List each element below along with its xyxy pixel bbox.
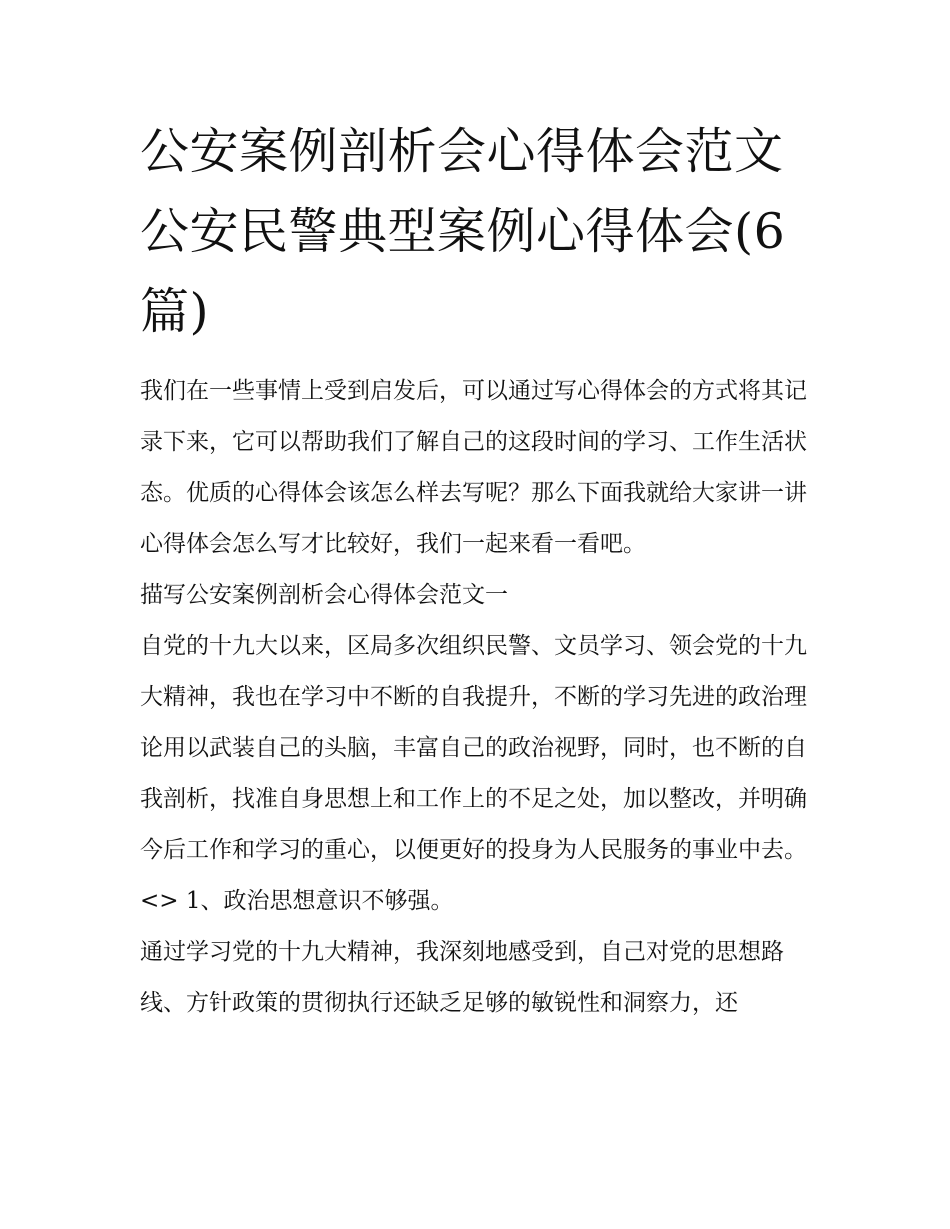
- body-paragraph-continued: 通过学习党的十九大精神，我深刻地感受到，自己对党的思想路线、方针政策的贯彻执行还缺乏足够的敏锐性和洞察力，还: [140, 939, 784, 1016]
- list-item-heading: <> 1、政治思想意识不够强。: [140, 888, 454, 914]
- section-heading: 描写公安案例剖析会心得体会范文一: [140, 582, 508, 608]
- intro-paragraph: 我们在一些事情上受到启发后，可以通过写心得体会的方式将其记录下来，它可以帮助我们了解自己的这段时间的学习、工作生活状态。优质的心得体会该怎么样去写呢？那么下面我就给大家讲一讲心得体会怎么写才比较好，我们一起来看一看吧。: [140, 378, 807, 557]
- document-body: [140, 112, 820, 1029]
- body-paragraph: 自党的十九大以来，区局多次组织民警、文员学习、领会党的十九大精神，我也在学习中不断的自我提升，不断的学习先进的政治理论用以武装自己的头脑，丰富自己的政治视野，同时，也不断的自我剖析，找准自身思想上和工作上的不足之处，加以整改，并明确今后工作和学习的重心，以便更好的投身为人民服务的事业中去。: [140, 633, 807, 863]
- document-title: 公安案例剖析会心得体会范文公安民警典型案例心得体会(6篇): [140, 123, 786, 340]
